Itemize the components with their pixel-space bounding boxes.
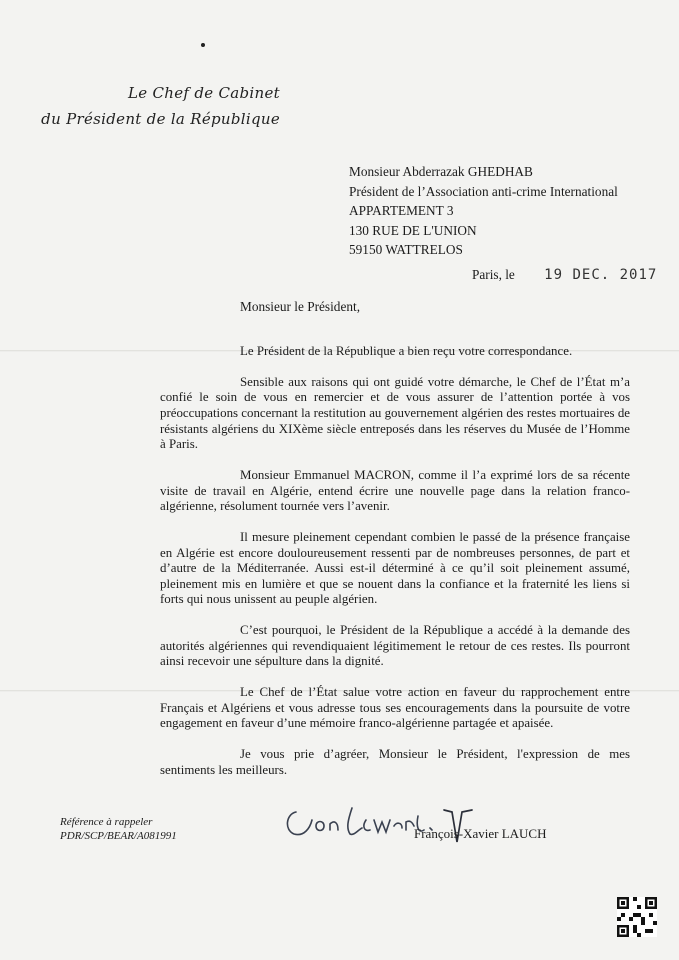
paragraph: Le Président de la République a bien reçu votre correspondance. [240,344,573,358]
recipient-city: 59150 WATTRELOS [349,242,463,257]
recipient-apartment: APPARTEMENT 3 [349,203,454,218]
reference-block [60,815,177,843]
paragraph: Sensible aux raisons qui ont guidé votre démarche, le Chef de l’État m’a confié le soin de vous en remercier et de vous assurer de l’attention portée à vos préoccupations concernant la restitution au gouvernement algérien des restes mortuaires de résistants algériens du XIXème siècle entreposés dans les réserves du Musée de l’Homme à Paris. [160,374,630,452]
paragraph: Je vous prie d’agréer, Monsieur le Président, l'expression de mes sentiments les meilleurs. [160,747,630,777]
letter-date [472,267,657,283]
paragraph: C’est pourquoi, le Président de la République a accédé à la demande des autorités algériennes qui revendiquaient légitimement le retour de ces restes. Ils pourront ainsi recevoir une sépulture dans la dignité. [160,623,630,669]
paragraph: Il mesure pleinement cependant combien le passé de la présence française en Algérie est encore douloureusement ressenti par de nombreuses personnes, de part et d’autre de la Méditerranée. Aussi est-il déterminé à ce qu’il soit pleinement assumé, pleinement mis en lumière et que se nouent dans la confiance et la fraternité les liens si forts qui nous unissent au peuple algérien. [160,529,630,607]
signer-name: François-Xavier LAUCH [414,826,547,841]
date-place: Paris, le [472,267,515,282]
recipient-title: Président de l’Association anti-crime International [349,183,618,199]
paragraph: Le Chef de l’État salue votre action en faveur du rapprochement entre Français et Algériens et vous adresse tous ses encouragements dans la poursuite de votre engagement en faveur d’une mémoire franco-algérienne partagée et apaisée. [160,685,630,731]
ink-dot [201,43,205,47]
reference-code: PDR/SCP/BEAR/A081991 [60,830,177,842]
reference-label: Référence à rappeler [60,816,153,828]
recipient-street: 130 RUE DE L'UNION [349,222,477,238]
letterhead-subtitle: du Président de la République [41,110,280,128]
recipient-name: Monsieur Abderrazak GHEDHAB [349,164,533,179]
paragraph: Monsieur Emmanuel MACRON, comme il l’a exprimé lors de sa récente visite de travail en Algérie, entend écrire une nouvelle page dans la relation franco-algérienne, résolument tournée vers l’avenir. [160,467,630,514]
qr-code [617,897,657,937]
letterhead-title: Le Chef de Cabinet [128,84,280,102]
letter-body [160,344,630,793]
recipient-address [349,162,618,260]
salutation: Monsieur le Président, [240,299,361,314]
letterhead [40,80,280,132]
date-stamp: 19 DEC. 2017 [544,267,658,283]
